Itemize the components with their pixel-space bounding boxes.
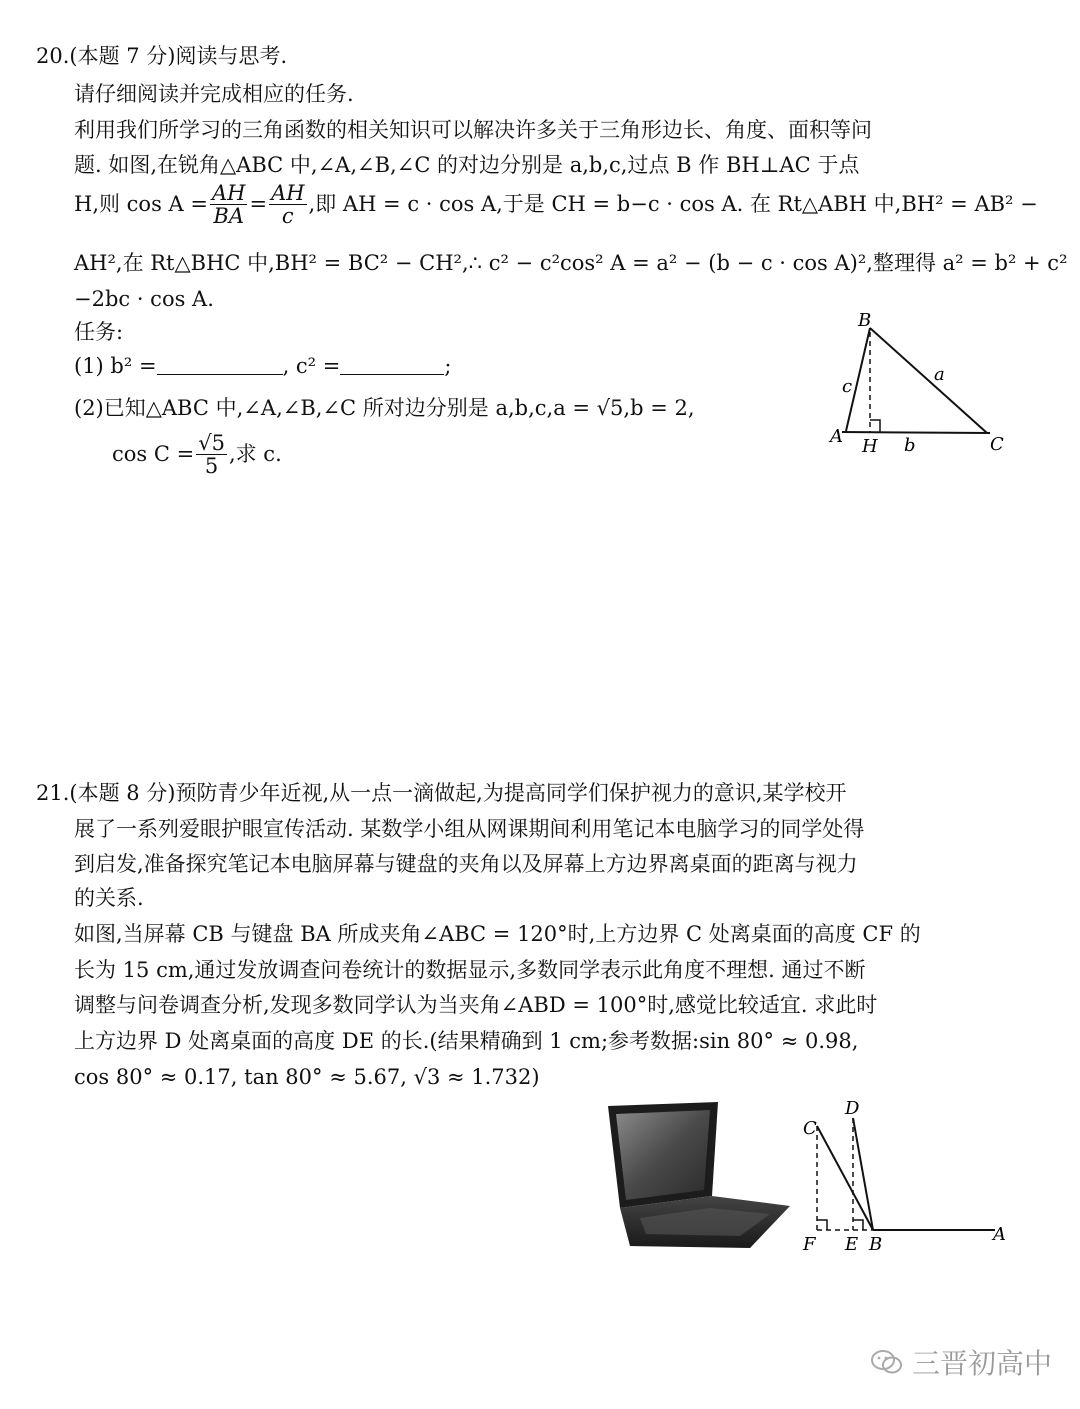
- side-bc: [870, 328, 987, 433]
- q20-task-1: (1) b² = , c² = ;: [74, 354, 452, 378]
- label-side-b: b: [904, 435, 916, 456]
- q20-cos-a-def: H,则 cos A =: [74, 192, 208, 217]
- q20-body-line-2: 题. 如图,在锐角△ABC 中,∠A,∠B,∠C 的对边分别是 a,b,c,过点 B 作 BH⊥AC 于点: [74, 153, 860, 177]
- wechat-icon: [870, 1348, 904, 1376]
- laptop-photo: [600, 1098, 800, 1258]
- q20-task-label: 任务:: [74, 320, 124, 344]
- q21-body-line-2: 展了一系列爱眼护眼宣传活动. 某数学小组从网课期间利用笔记本电脑学习的同学处得: [74, 817, 865, 841]
- right-angle-mark: [870, 420, 880, 432]
- q21-body-line-6: 长为 15 cm,通过发放调查问卷统计的数据显示,多数同学表示此角度不理想. 通过不断: [74, 958, 866, 982]
- q20-number: 20.: [36, 44, 70, 68]
- watermark-text: 三晋初高中: [912, 1347, 1053, 1380]
- answer-blank-c-squared[interactable]: [340, 356, 444, 375]
- fraction-ah-over-c: $\frac{AH}{c}$: [271, 181, 305, 229]
- side-ac: [842, 432, 990, 433]
- label-f: F: [803, 1234, 816, 1255]
- q20-title: (本题 7 分)阅读与思考.: [69, 44, 288, 68]
- label-c: C: [803, 1118, 817, 1139]
- label-side-a: a: [934, 364, 945, 385]
- q20-task-2: (2)已知△ABC 中,∠A,∠B,∠C 所对边分别是 a,b,c,a = √5,b = 2,: [74, 396, 695, 420]
- q21-body-line-1: (本题 8 分)预防青少年近视,从一点一滴做起,为提高同学们保护视力的意识,某学校开: [69, 781, 847, 805]
- watermark: [870, 1342, 1052, 1382]
- laptop-screen: [616, 1110, 710, 1200]
- q20-body-line-1: 利用我们所学习的三角函数的相关知识可以解决许多关于三角形边长、角度、面积等问: [74, 118, 872, 142]
- q21-header: [36, 783, 847, 804]
- q21-body-line-7: 调整与问卷调查分析,发现多数同学认为当夹角∠ABD = 100°时,感觉比较适宜. 求此时: [74, 993, 878, 1017]
- q20-derivation: ,即 AH = c · cos A,于是 CH = b−c · cos A. 在 Rt△ABH 中,BH² = AB² −: [308, 192, 1038, 217]
- q21-body-line-8: 上方边界 D 处离桌面的高度 DE 的长.(结果精确到 1 cm;参考数据:sin 80° ≈ 0.98,: [74, 1029, 859, 1053]
- label-b: B: [858, 310, 872, 331]
- right-angle-f: [817, 1220, 827, 1230]
- q20-body-line-4: AH²,在 Rt△BHC 中,BH² = BC² − CH²,∴ c² − c²cos² A = a² − (b − c · cos A)²,整理得 a² = b² + c²: [74, 251, 1068, 275]
- q20-intro: 请仔细阅读并完成相应的任务.: [74, 82, 354, 106]
- label-a: A: [993, 1224, 1006, 1245]
- q21-body-line-4: 的关系.: [74, 886, 144, 910]
- label-e: E: [845, 1234, 859, 1255]
- screen-angle-diagram: [795, 1098, 1020, 1258]
- label-c: C: [990, 434, 1004, 455]
- q21-body-line-5: 如图,当屏幕 CB 与键盘 BA 所成夹角∠ABC = 120°时,上方边界 C 处离桌面的高度 CF 的: [74, 922, 921, 946]
- answer-blank-b-squared[interactable]: [157, 356, 283, 375]
- fraction-sqrt5-over-5: $\frac{√5}{5}$: [198, 431, 225, 479]
- right-angle-e: [853, 1220, 863, 1230]
- q21-body-line-3: 到启发,准备探究笔记本电脑屏幕与键盘的夹角以及屏幕上方边界离桌面的距离与视力: [74, 852, 858, 876]
- label-side-c: c: [842, 376, 853, 397]
- q21-number: 21.: [36, 781, 70, 805]
- label-b: B: [869, 1234, 883, 1255]
- q20-header: [36, 46, 287, 67]
- q20-task-2-given: cos C = $\frac{√5}{5}$ ,求 c.: [112, 431, 282, 479]
- label-d: D: [845, 1098, 860, 1119]
- fraction-ah-over-ba: $\frac{AH}{BA}$: [211, 181, 246, 229]
- q20-body-line-3: H,则 cos A = $\frac{AH}{BA}$ = $\frac{AH}{c}$ ,即 AH = c · cos A,于是 CH = b−c · cos A. 在 Rt△ABH 中,BH² = AB² −: [74, 181, 1038, 229]
- q20-body-line-5: −2bc · cos A.: [74, 287, 214, 311]
- label-a: A: [830, 426, 843, 447]
- q21-body-line-9: cos 80° ≈ 0.17, tan 80° ≈ 5.67, √3 ≈ 1.732): [74, 1065, 540, 1089]
- triangle-abc-figure: [820, 310, 1020, 460]
- label-h: H: [862, 436, 878, 457]
